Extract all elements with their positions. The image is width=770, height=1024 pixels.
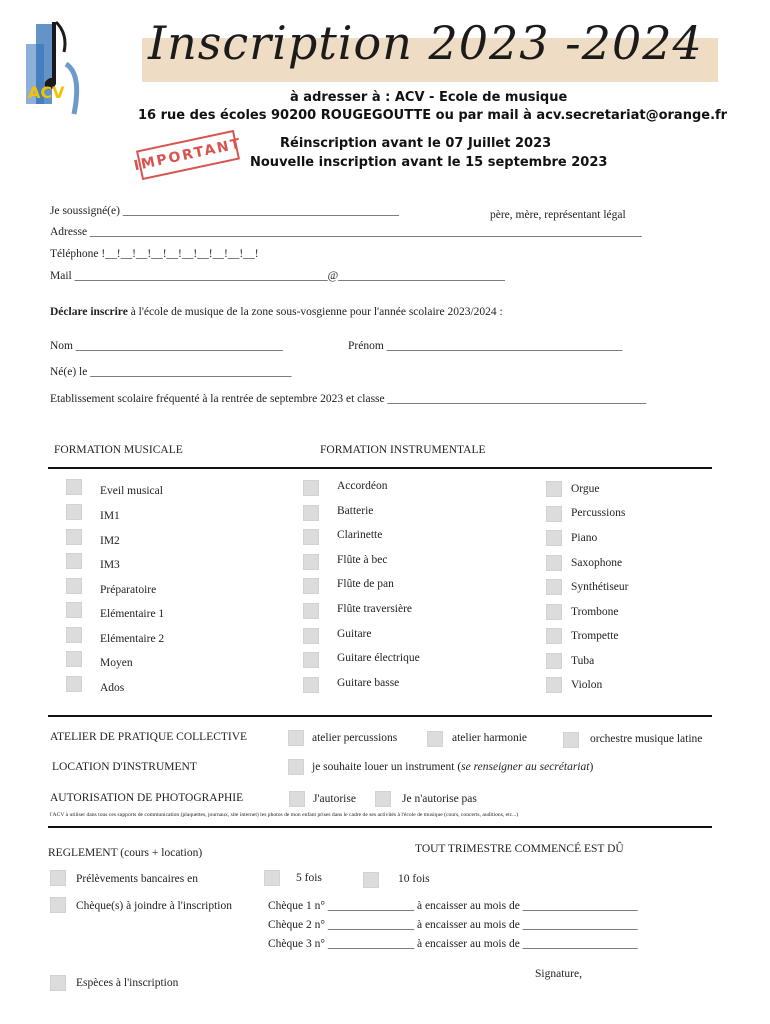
nom-field[interactable]: Nom ____________________________________ (50, 340, 283, 352)
especes-label: Espèces à l'inscription (76, 977, 179, 989)
checkbox[interactable] (563, 732, 579, 748)
cinq-fois-option: 5 fois (296, 872, 322, 884)
checkbox[interactable] (50, 975, 66, 991)
checkbox[interactable] (546, 506, 562, 522)
important-stamp: IMPORTANT (136, 130, 240, 180)
checkbox[interactable] (363, 872, 379, 888)
checkbox[interactable] (66, 651, 82, 667)
instrument-item: Percussions (571, 507, 626, 519)
instrument-item: Guitare basse (337, 677, 400, 689)
cheque-line[interactable]: Chèque 2 n° _______________ à encaisser au mois de ____________________ (268, 919, 638, 931)
checkbox[interactable] (66, 578, 82, 594)
formation-divider (48, 467, 712, 469)
declare-line (50, 306, 503, 318)
logo-text: ACV (28, 83, 65, 102)
location-prefix: je souhaite louer un instrument ( (312, 761, 462, 773)
checkbox[interactable] (50, 897, 66, 913)
dix-fois-option: 10 fois (398, 873, 430, 885)
checkbox[interactable] (66, 529, 82, 545)
location-suffix: ) (589, 761, 594, 773)
instrument-item: Flûte traversière (337, 603, 413, 615)
checkbox[interactable] (303, 505, 319, 521)
instrument-item: Trombone (571, 606, 619, 618)
checkbox[interactable] (546, 677, 562, 693)
instrument-item: Saxophone (571, 557, 623, 569)
address-line-1: à adresser à : ACV - Ecole de musique (290, 90, 568, 105)
etablissement-field[interactable]: Etablissement scolaire fréquenté à la rentrée de septembre 2023 et classe _____________________________________________ (50, 393, 647, 405)
checkbox[interactable] (303, 529, 319, 545)
formation-musicale-title: FORMATION MUSICALE (54, 444, 183, 456)
checkbox[interactable] (66, 504, 82, 520)
address-line-2: 16 rue des écoles 90200 ROUGEGOUTTE ou par mail à acv.secretariat@orange.fr (138, 108, 728, 123)
instrument-item: Guitare électrique (337, 652, 420, 664)
checkbox[interactable] (303, 652, 319, 668)
telephone-field[interactable]: Téléphone !__!__!__!__!__!__!__!__!__!__! (50, 248, 259, 260)
reinscription-deadline: Réinscription avant le 07 Juillet 2023 (280, 136, 552, 151)
reglement-divider (48, 826, 712, 828)
checkbox[interactable] (50, 870, 66, 886)
instrument-item: Piano (571, 532, 598, 544)
declare-bold: Déclare inscrire (50, 306, 128, 318)
checkbox[interactable] (264, 870, 280, 886)
checkbox[interactable] (427, 731, 443, 747)
adresse-field[interactable]: Adresse ________________________________________________________________________________________________ (50, 226, 642, 238)
checkbox[interactable] (375, 791, 391, 807)
autorisation-yes: J'autorise (313, 793, 356, 805)
instrument-item: Guitare (337, 628, 372, 640)
prelevements-label: Prélèvements bancaires en (76, 873, 198, 885)
declare-rest: à l'école de musique de la zone sous-vosgienne pour l'année scolaire 2023/2024 : (127, 306, 503, 318)
reglement-title: REGLEMENT (cours + location) (48, 847, 203, 859)
instrument-item: Flûte à bec (337, 554, 388, 566)
parent-label: père, mère, représentant légal (490, 209, 626, 221)
checkbox[interactable] (546, 628, 562, 644)
cheque-line[interactable]: Chèque 3 n° _______________ à encaisser au mois de ____________________ (268, 938, 638, 950)
atelier-option: atelier percussions (312, 732, 398, 744)
checkbox[interactable] (66, 627, 82, 643)
trimestre-notice: TOUT TRIMESTRE COMMENCÉ EST DÛ (415, 843, 624, 855)
checkbox[interactable] (303, 554, 319, 570)
formation-musicale-item: Elémentaire 2 (100, 633, 165, 645)
autorisation-no: Je n'autorise pas (402, 793, 477, 805)
checkbox[interactable] (546, 653, 562, 669)
checkbox[interactable] (546, 604, 562, 620)
instrument-item: Batterie (337, 505, 374, 517)
new-inscription-deadline: Nouvelle inscription avant le 15 septembre 2023 (250, 155, 608, 170)
location-title: LOCATION D'INSTRUMENT (52, 761, 197, 773)
checkbox[interactable] (546, 555, 562, 571)
checkbox[interactable] (303, 480, 319, 496)
instrument-item: Flûte de pan (337, 578, 394, 590)
atelier-option: atelier harmonie (452, 732, 528, 744)
atelier-divider (48, 715, 712, 717)
formation-musicale-item: Préparatoire (100, 584, 157, 596)
formation-musicale-item: Ados (100, 682, 125, 694)
instrument-item: Synthétiseur (571, 581, 629, 593)
checkbox[interactable] (303, 603, 319, 619)
formation-musicale-item: IM3 (100, 559, 120, 571)
instrument-item: Violon (571, 679, 603, 691)
checkbox[interactable] (546, 530, 562, 546)
checkbox[interactable] (288, 730, 304, 746)
formation-musicale-item: IM2 (100, 535, 120, 547)
autorisation-note: l'ACV à utiliser dans tous ces supports de communication (plaquettes, journaux, site internet) les photos de mon enfant prises dans le cadre de ses activités à l'école de musique (cours, concerts, auditions, etc...) (50, 812, 519, 818)
cheque-line[interactable]: Chèque 1 n° _______________ à encaisser au mois de ____________________ (268, 900, 638, 912)
checkbox[interactable] (303, 578, 319, 594)
location-option (312, 761, 593, 773)
checkbox[interactable] (288, 759, 304, 775)
instrument-item: Trompette (571, 630, 619, 642)
formation-musicale-item: IM1 (100, 510, 120, 522)
autorisation-title: AUTORISATION DE PHOTOGRAPHIE (50, 792, 244, 804)
instrument-item: Clarinette (337, 529, 383, 541)
checkbox[interactable] (303, 677, 319, 693)
instrument-item: Accordéon (337, 480, 388, 492)
instrument-item: Orgue (571, 483, 600, 495)
page-title: Inscription 2023 -2024 (148, 16, 703, 70)
birthdate-field[interactable]: Né(e) le ___________________________________ (50, 366, 292, 378)
checkbox[interactable] (289, 791, 305, 807)
signature-label: Signature, (535, 968, 582, 980)
formation-musicale-item: Elémentaire 1 (100, 608, 165, 620)
checkbox[interactable] (66, 676, 82, 692)
checkbox[interactable] (546, 579, 562, 595)
formation-musicale-item: Moyen (100, 657, 133, 669)
instrument-item: Tuba (571, 655, 595, 667)
formation-instrumentale-title: FORMATION INSTRUMENTALE (320, 444, 486, 456)
checkbox[interactable] (66, 479, 82, 495)
checkbox[interactable] (66, 602, 82, 618)
mail-field[interactable]: Mail ____________________________________________@_____________________________ (50, 270, 505, 282)
location-italic: se renseigner au secrétariat (461, 761, 590, 773)
acv-logo (22, 14, 92, 124)
checkbox[interactable] (66, 553, 82, 569)
atelier-title: ATELIER DE PRATIQUE COLLECTIVE (50, 731, 248, 743)
soussigne-field[interactable]: Je soussigné(e) ________________________________________________ (50, 205, 399, 217)
atelier-option: orchestre musique latine (590, 733, 703, 745)
formation-musicale-item: Eveil musical (100, 485, 163, 497)
checkbox[interactable] (303, 628, 319, 644)
cheques-label: Chèque(s) à joindre à l'inscription (76, 900, 233, 912)
checkbox[interactable] (546, 481, 562, 497)
prenom-field[interactable]: Prénom _________________________________________ (348, 340, 623, 352)
